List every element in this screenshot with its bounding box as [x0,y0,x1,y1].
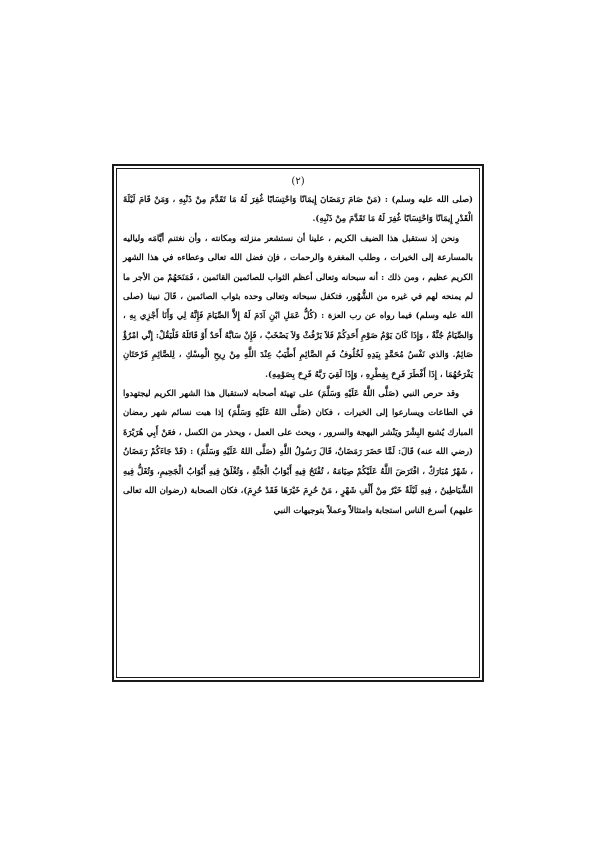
text-frame [116,168,480,678]
paragraph-prophet-preparation: وقد حرص النبي (صَلَّى اللَّهُ عَلَيْهِ وَسَلَّمَ) على تهيئة أصحابه لاستقبال هذا الشهر الكريم ليجتهدوا في الطاعات ويسارعوا إلى الخيرات ، فكان (صَلَّى اللهُ عَلَيْهِ وَسَلَّمَ) إذا هبت نسائم شهر رمضان المبارك يُشيع البِشْرَ ويَنْشر البهجة والسرور ، ويحث على العمل ، ويحذر من الكسل ، فعَنْ أَبِي هُرَيْرَةَ (رضي الله عنه) قَالَ: لَمَّا حَضَرَ رَمَضَانُ، قَالَ رَسُولُ اللَّهِ (صَلَّى اللهُ عَلَيْهِ وَسَلَّمَ) : (قَدْ جَاءَكُمْ رَمَضَانُ ، شَهْرٌ مُبَارَكٌ ، افْتَرَضَ اللَّهُ عَلَيْكُمْ صِيَامَهُ ، تُفْتَحُ فِيهِ أَبْوَابُ الْجَنَّةِ ، وَتُغْلَقُ فِيهِ أَبْوَابُ الْجَحِيمِ، وَتُغَلُّ فِيهِ الشَّيَاطِينُ ، فِيهِ لَيْلَةٌ خَيْرٌ مِنْ أَلْفِ شَهْرٍ ، مَنْ حُرِمَ خَيْرَهَا فَقَدْ حُرِمَ)، فكان الصحابة (رضوان الله تعالى عليهم) أسرع الناس استجابة وامتثالاً وعملاً بتوجيهات النبي [123,388,473,515]
paragraph-welcoming-guest: ونحن إذ نستقبل هذا الضيف الكريم ، علينا أن نستشعر منزلته ومكانته ، وأن نغتنم أيَّامَه ولياليه بالمسارعة إلى الخيرات ، وطلب المغفرة والرحمات ، فإن فضل الله تعالى وعطاءه في هذا الشهر الكريم عظيم ، ومن ذلك : أنه سبحانه وتعالى أعظم الثواب للصائمين القائمين ، فَمَنَحَهُمْ من الأجر ما لم يمنحه لهم في غيره من الشُّهُور، فتكفل سبحانه وتعالى وحده بثواب الصائمين ، قَالَ نبينا (صلى الله عليه وسلم) فيما رواه عن رب العزة : (كُلُّ عَمَلِ ابْنِ آدَمَ لَهُ إِلاَّ الصِّيَامَ فَإِنَّهُ لِي وَأَنَا أَجْزِي بِهِ ، وَالصِّيَامُ جُنَّةٌ ، وَإِذَا كَانَ يَوْمُ صَوْمِ أَحَدِكُمْ فَلاَ يَرْفُثْ وَلاَ يَصْخَبْ ، فَإِنْ سَابَّهُ أَحَدٌ أَوْ قَاتَلَهُ فَلْيَقُلْ: إِنِّي امْرُؤٌ صَائِمٌ. وَالذي نَفْسُ مُحَمَّدٍ بِيَدِهِ لَخُلُوفُ فَمِ الصَّائِمِ أَطْيَبُ عِنْدَ اللَّهِ مِنْ رِيحِ الْمِسْكِ ، لِلصَّائِمِ فَرْحَتَانِ يَفْرَحُهُمَا ، إِذَا أَفْطَرَ فَرِحَ بِفِطْرِهِ ، وَإِذَا لَقِيَ رَبَّهُ فَرِحَ بِصَوْمِهِ). [123,232,473,379]
page-number: (٢) [291,176,305,187]
body-text [123,190,473,520]
paragraph-hadith-opening: (صلى الله عليه وسلم) : (مَنْ صَامَ رَمَضَانَ إِيمَانًا وَاحْتِسَابًا غُفِرَ لَهُ مَا تَقَدَّمَ مِنْ ذَنْبِهِ ، وَمَنْ قَامَ لَيْلَةَ الْقَدْرِ إِيمَانًا وَاحْتِسَابًا غُفِرَ لَهُ مَا تَقَدَّمَ مِنْ ذَنْبِهِ). [123,194,473,224]
